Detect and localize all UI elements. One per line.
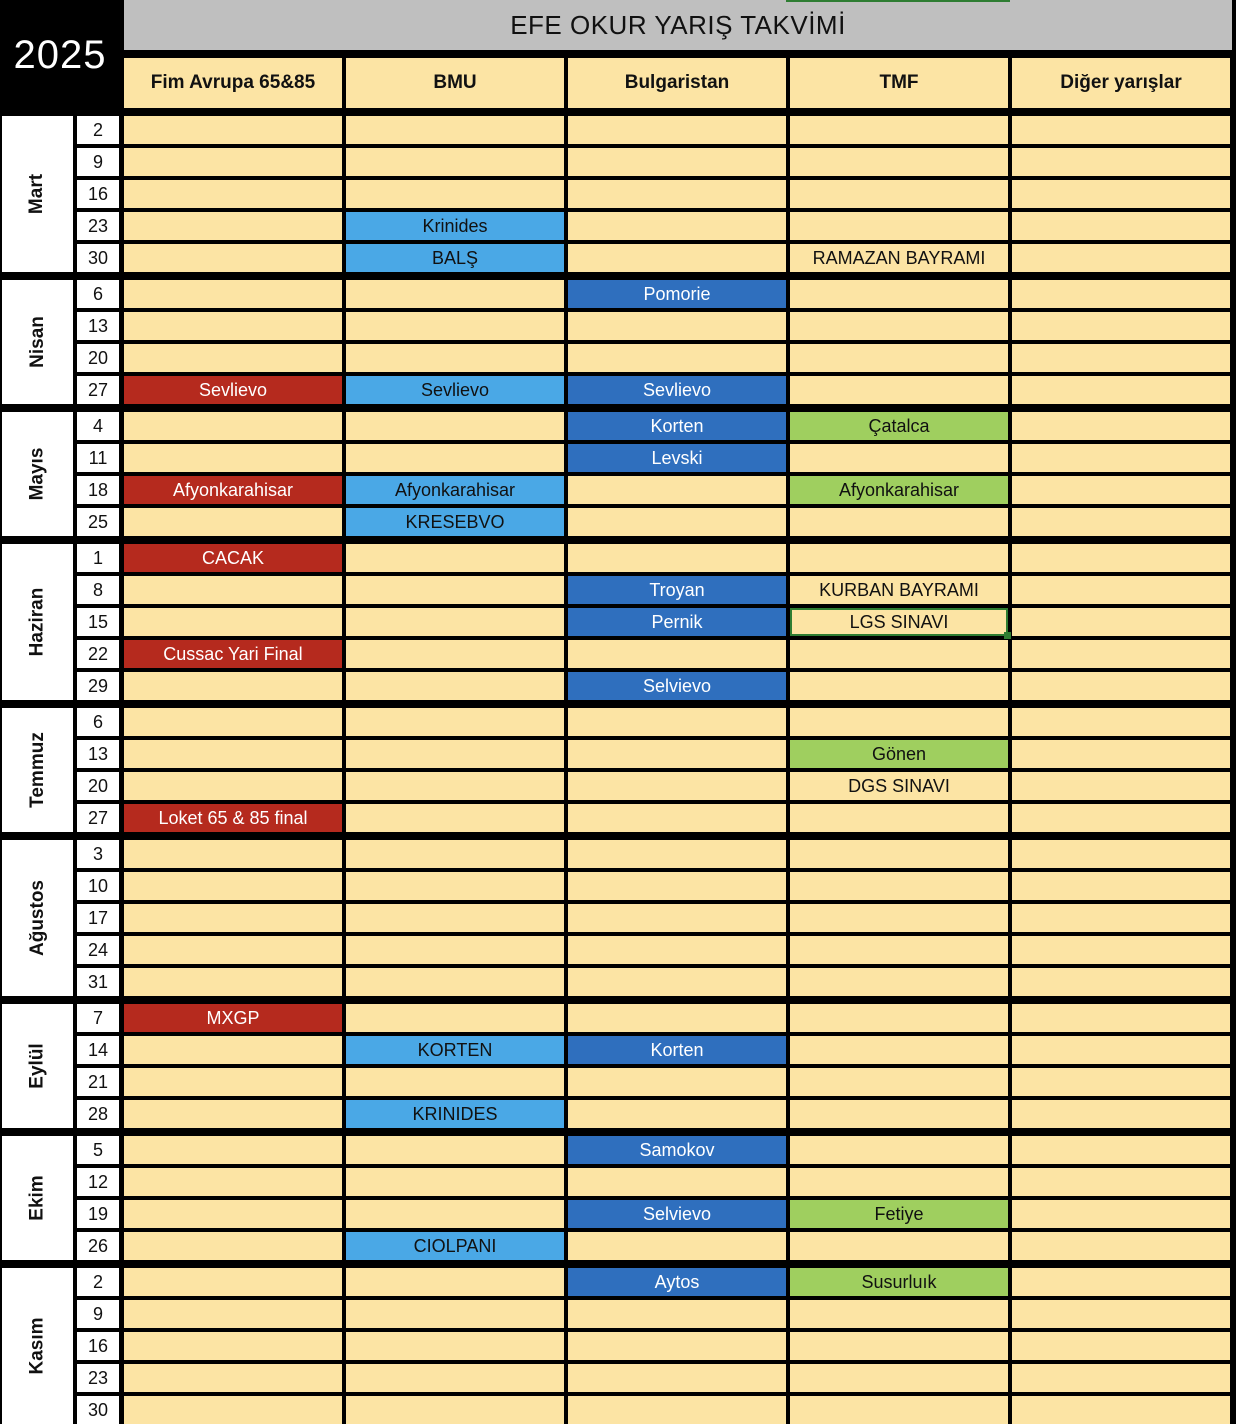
calendar-cell[interactable]	[124, 1332, 342, 1360]
day-number: 14	[77, 1036, 119, 1064]
calendar-cell[interactable]	[124, 1136, 342, 1164]
day-number: 27	[77, 804, 119, 832]
calendar-cell[interactable]	[568, 1168, 786, 1196]
month-label-7	[2, 1004, 73, 1128]
calendar-cell[interactable]	[790, 640, 1008, 668]
calendar-cell[interactable]	[1012, 968, 1230, 996]
calendar-cell[interactable]: Levski	[568, 444, 786, 472]
month-label-1	[2, 116, 73, 272]
calendar-cell[interactable]	[346, 1200, 564, 1228]
calendar-cell[interactable]	[346, 1332, 564, 1360]
calendar-cell[interactable]	[124, 772, 342, 800]
calendar-cell[interactable]	[1012, 1268, 1230, 1296]
calendar-cell[interactable]	[346, 1004, 564, 1032]
calendar-cell[interactable]	[124, 1200, 342, 1228]
calendar-cell[interactable]	[346, 1364, 564, 1392]
calendar-cell[interactable]	[1012, 148, 1230, 176]
day-number: 13	[77, 312, 119, 340]
calendar-cell[interactable]	[1012, 280, 1230, 308]
calendar-cell[interactable]	[790, 904, 1008, 932]
calendar-cell[interactable]	[346, 608, 564, 636]
calendar-cell[interactable]	[568, 344, 786, 372]
column-header-3: Bulgaristan	[568, 58, 786, 108]
calendar-cell[interactable]	[1012, 1200, 1230, 1228]
day-number: 30	[77, 244, 119, 272]
calendar-cell[interactable]: CACAK	[124, 544, 342, 572]
calendar-cell[interactable]	[124, 508, 342, 536]
day-number: 1	[77, 544, 119, 572]
title-accent-line	[786, 0, 1010, 2]
month-name: Temmuz	[26, 732, 48, 808]
day-number: 25	[77, 508, 119, 536]
calendar-cell[interactable]	[1012, 608, 1230, 636]
calendar-cell[interactable]	[124, 280, 342, 308]
calendar-cell[interactable]	[1012, 740, 1230, 768]
calendar-cell[interactable]	[1012, 1036, 1230, 1064]
day-number: 15	[77, 608, 119, 636]
month-name: Ekim	[26, 1175, 48, 1221]
calendar-cell[interactable]	[124, 1268, 342, 1296]
calendar-cell[interactable]	[1012, 116, 1230, 144]
calendar-cell[interactable]	[124, 1100, 342, 1128]
calendar-cell[interactable]	[1012, 1300, 1230, 1328]
calendar-cell[interactable]: Afyonkarahisar	[346, 476, 564, 504]
calendar-cell[interactable]	[790, 1136, 1008, 1164]
calendar-cell[interactable]	[790, 1300, 1008, 1328]
calendar-cell[interactable]: Afyonkarahisar	[124, 476, 342, 504]
calendar-cell[interactable]	[124, 244, 342, 272]
month-label-4	[2, 544, 73, 700]
day-number: 7	[77, 1004, 119, 1032]
calendar-cell[interactable]	[1012, 840, 1230, 868]
calendar-cell[interactable]	[568, 312, 786, 340]
calendar-cell[interactable]	[124, 344, 342, 372]
calendar-cell[interactable]	[346, 1300, 564, 1328]
day-number: 9	[77, 1300, 119, 1328]
calendar-cell[interactable]	[1012, 544, 1230, 572]
calendar-cell[interactable]: Sevlievo	[346, 376, 564, 404]
calendar-cell[interactable]: Korten	[568, 412, 786, 440]
calendar-cell[interactable]	[346, 936, 564, 964]
calendar-cell[interactable]	[124, 1168, 342, 1196]
calendar-cell[interactable]	[790, 344, 1008, 372]
day-number: 22	[77, 640, 119, 668]
calendar-cell[interactable]	[124, 936, 342, 964]
calendar-cell[interactable]	[124, 872, 342, 900]
calendar-cell[interactable]	[1012, 180, 1230, 208]
calendar-cell[interactable]	[1012, 1100, 1230, 1128]
calendar-cell[interactable]	[790, 180, 1008, 208]
calendar-cell[interactable]	[790, 1396, 1008, 1424]
day-number: 19	[77, 1200, 119, 1228]
calendar-cell[interactable]	[124, 312, 342, 340]
column-header-4: TMF	[790, 58, 1008, 108]
calendar-cell[interactable]	[1012, 344, 1230, 372]
calendar-cell[interactable]	[1012, 212, 1230, 240]
calendar-cell[interactable]	[1012, 312, 1230, 340]
day-number: 18	[77, 476, 119, 504]
month-name: Eylül	[26, 1043, 48, 1089]
calendar-cell[interactable]	[568, 936, 786, 964]
day-number: 11	[77, 444, 119, 472]
calendar-cell[interactable]	[1012, 772, 1230, 800]
calendar-cell[interactable]	[346, 444, 564, 472]
calendar-cell[interactable]: MXGP	[124, 1004, 342, 1032]
calendar-cell[interactable]	[568, 180, 786, 208]
calendar-cell[interactable]: Fetiye	[790, 1200, 1008, 1228]
calendar-cell[interactable]	[568, 244, 786, 272]
calendar-cell[interactable]	[568, 1332, 786, 1360]
calendar-cell[interactable]	[790, 376, 1008, 404]
calendar-cell[interactable]	[346, 344, 564, 372]
calendar-cell[interactable]	[568, 968, 786, 996]
month-name: Mart	[26, 173, 48, 215]
calendar-cell[interactable]	[568, 640, 786, 668]
calendar-cell[interactable]	[790, 968, 1008, 996]
calendar-cell[interactable]: KURBAN BAYRAMI	[790, 576, 1008, 604]
calendar-cell[interactable]	[790, 804, 1008, 832]
day-number: 23	[77, 212, 119, 240]
calendar-cell[interactable]	[790, 872, 1008, 900]
day-number: 27	[77, 376, 119, 404]
calendar-cell[interactable]: LGS SINAVI	[790, 608, 1008, 636]
day-number: 6	[77, 708, 119, 736]
calendar-cell[interactable]	[568, 772, 786, 800]
calendar-cell[interactable]: Troyan	[568, 576, 786, 604]
calendar-cell[interactable]: KORTEN	[346, 1036, 564, 1064]
calendar-cell[interactable]: Sevlievo	[124, 376, 342, 404]
calendar-cell[interactable]	[124, 212, 342, 240]
calendar-cell[interactable]	[790, 444, 1008, 472]
calendar-cell[interactable]	[346, 904, 564, 932]
calendar-cell[interactable]	[790, 1364, 1008, 1392]
calendar-cell[interactable]	[124, 1068, 342, 1096]
day-number: 24	[77, 936, 119, 964]
day-number: 21	[77, 1068, 119, 1096]
calendar-cell[interactable]	[1012, 1232, 1230, 1260]
calendar-cell[interactable]	[790, 1036, 1008, 1064]
day-number: 13	[77, 740, 119, 768]
calendar-cell[interactable]	[1012, 1136, 1230, 1164]
calendar-cell[interactable]	[568, 508, 786, 536]
calendar-cell[interactable]	[346, 312, 564, 340]
calendar-cell[interactable]	[568, 804, 786, 832]
calendar-cell[interactable]	[346, 544, 564, 572]
calendar-cell[interactable]: Susurluık	[790, 1268, 1008, 1296]
month-name: Ağustos	[26, 880, 48, 956]
calendar-cell[interactable]	[790, 1004, 1008, 1032]
calendar-cell[interactable]	[1012, 1396, 1230, 1424]
calendar-cell[interactable]	[568, 212, 786, 240]
day-number: 17	[77, 904, 119, 932]
calendar-cell[interactable]	[790, 672, 1008, 700]
calendar-cell[interactable]: KRINIDES	[346, 1100, 564, 1128]
calendar-cell[interactable]: Selvievo	[568, 1200, 786, 1228]
calendar-cell[interactable]	[568, 740, 786, 768]
calendar-cell[interactable]	[790, 1068, 1008, 1096]
calendar-cell[interactable]	[790, 1332, 1008, 1360]
column-header-1: Fim Avrupa 65&85	[124, 58, 342, 108]
calendar-cell[interactable]	[1012, 872, 1230, 900]
calendar-cell[interactable]	[346, 708, 564, 736]
month-label-8	[2, 1136, 73, 1260]
calendar-cell[interactable]	[1012, 708, 1230, 736]
calendar-cell[interactable]	[124, 412, 342, 440]
calendar-cell[interactable]	[346, 1396, 564, 1424]
calendar-cell[interactable]	[346, 280, 564, 308]
day-number: 31	[77, 968, 119, 996]
calendar-cell[interactable]: Krinides	[346, 212, 564, 240]
calendar-cell[interactable]	[124, 740, 342, 768]
calendar-cell[interactable]	[1012, 640, 1230, 668]
calendar-cell[interactable]	[124, 904, 342, 932]
day-number: 20	[77, 772, 119, 800]
calendar-cell[interactable]: DGS SINAVI	[790, 772, 1008, 800]
calendar-cell[interactable]	[346, 672, 564, 700]
calendar-cell[interactable]: Samokov	[568, 1136, 786, 1164]
calendar-cell[interactable]	[346, 772, 564, 800]
calendar-cell[interactable]	[1012, 1004, 1230, 1032]
calendar-cell[interactable]	[790, 544, 1008, 572]
day-number: 10	[77, 872, 119, 900]
selection-fill-handle[interactable]	[1004, 632, 1011, 639]
calendar-cell[interactable]: Çatalca	[790, 412, 1008, 440]
calendar-cell[interactable]	[346, 1268, 564, 1296]
calendar-cell[interactable]	[568, 1396, 786, 1424]
calendar-cell[interactable]	[790, 148, 1008, 176]
day-number: 5	[77, 1136, 119, 1164]
calendar-cell[interactable]	[124, 1364, 342, 1392]
calendar-cell[interactable]: RAMAZAN BAYRAMI	[790, 244, 1008, 272]
calendar-cell[interactable]	[568, 1364, 786, 1392]
calendar-cell[interactable]	[1012, 1168, 1230, 1196]
calendar-cell[interactable]	[124, 444, 342, 472]
page-title: EFE OKUR YARIŞ TAKVİMİ	[124, 0, 1232, 50]
day-number: 30	[77, 1396, 119, 1424]
calendar-cell[interactable]	[790, 1168, 1008, 1196]
day-number: 3	[77, 840, 119, 868]
calendar-cell[interactable]	[124, 840, 342, 868]
calendar-cell[interactable]	[124, 1396, 342, 1424]
month-label-9	[2, 1268, 73, 1424]
calendar-cell[interactable]	[1012, 508, 1230, 536]
calendar-cell[interactable]	[568, 116, 786, 144]
month-label-3	[2, 412, 73, 536]
calendar-cell[interactable]: Afyonkarahisar	[790, 476, 1008, 504]
calendar-cell[interactable]	[568, 1232, 786, 1260]
column-header-2: BMU	[346, 58, 564, 108]
calendar-cell[interactable]	[124, 608, 342, 636]
day-number: 2	[77, 1268, 119, 1296]
calendar-cell[interactable]	[790, 280, 1008, 308]
calendar-cell[interactable]	[124, 576, 342, 604]
calendar-cell[interactable]	[1012, 1068, 1230, 1096]
calendar-cell[interactable]	[346, 1136, 564, 1164]
day-number: 8	[77, 576, 119, 604]
calendar-cell[interactable]	[346, 968, 564, 996]
day-number: 12	[77, 1168, 119, 1196]
calendar-cell[interactable]	[1012, 804, 1230, 832]
calendar-cell[interactable]	[124, 1036, 342, 1064]
calendar-cell[interactable]	[124, 148, 342, 176]
calendar-cell[interactable]	[568, 148, 786, 176]
calendar-cell[interactable]	[346, 740, 564, 768]
calendar-cell[interactable]	[1012, 244, 1230, 272]
calendar-cell[interactable]	[790, 1100, 1008, 1128]
calendar-cell[interactable]: BALŞ	[346, 244, 564, 272]
calendar-cell[interactable]	[346, 1168, 564, 1196]
calendar-cell[interactable]	[346, 148, 564, 176]
calendar-cell[interactable]	[790, 212, 1008, 240]
calendar-cell[interactable]: Pomorie	[568, 280, 786, 308]
day-number: 29	[77, 672, 119, 700]
calendar-cell[interactable]: Gönen	[790, 740, 1008, 768]
month-name: Haziran	[26, 587, 48, 657]
calendar-cell[interactable]	[568, 1004, 786, 1032]
calendar-cell[interactable]	[346, 576, 564, 604]
month-name: Kasım	[26, 1317, 48, 1375]
month-name: Mayıs	[26, 447, 48, 501]
calendar-cell[interactable]: Aytos	[568, 1268, 786, 1296]
calendar-cell[interactable]	[568, 708, 786, 736]
calendar-cell[interactable]	[346, 412, 564, 440]
calendar-cell[interactable]	[346, 116, 564, 144]
calendar-cell[interactable]	[790, 1232, 1008, 1260]
calendar-cell[interactable]	[1012, 576, 1230, 604]
calendar-cell[interactable]	[1012, 672, 1230, 700]
calendar-cell[interactable]	[568, 476, 786, 504]
day-number: 16	[77, 180, 119, 208]
calendar-cell[interactable]	[124, 1232, 342, 1260]
month-name: Nisan	[26, 316, 48, 368]
calendar-cell[interactable]	[124, 1300, 342, 1328]
day-number: 6	[77, 280, 119, 308]
day-number: 2	[77, 116, 119, 144]
calendar-cell[interactable]	[1012, 904, 1230, 932]
calendar-cell[interactable]	[346, 840, 564, 868]
month-label-6	[2, 840, 73, 996]
calendar-cell[interactable]	[124, 708, 342, 736]
day-number: 28	[77, 1100, 119, 1128]
calendar-cell[interactable]	[790, 840, 1008, 868]
calendar-cell[interactable]	[124, 180, 342, 208]
calendar-cell[interactable]	[346, 872, 564, 900]
day-number: 4	[77, 412, 119, 440]
day-number: 23	[77, 1364, 119, 1392]
calendar-cell[interactable]	[1012, 476, 1230, 504]
calendar-cell[interactable]: Selvievo	[568, 672, 786, 700]
day-number: 26	[77, 1232, 119, 1260]
calendar-cell[interactable]	[568, 1300, 786, 1328]
calendar-cell[interactable]	[346, 180, 564, 208]
month-label-2	[2, 280, 73, 404]
year-label: 2025	[13, 32, 107, 77]
calendar-cell[interactable]	[346, 804, 564, 832]
calendar-cell[interactable]	[568, 544, 786, 572]
calendar-cell[interactable]	[790, 312, 1008, 340]
day-number: 20	[77, 344, 119, 372]
calendar-cell[interactable]	[124, 116, 342, 144]
calendar-cell[interactable]	[568, 1100, 786, 1128]
calendar-cell[interactable]	[1012, 444, 1230, 472]
calendar-cell[interactable]	[124, 968, 342, 996]
calendar-cell[interactable]: Pernik	[568, 608, 786, 636]
calendar-cell[interactable]	[346, 1068, 564, 1096]
column-header-5: Diğer yarışlar	[1012, 58, 1230, 108]
calendar-cell[interactable]	[790, 936, 1008, 964]
calendar-cell[interactable]	[790, 708, 1008, 736]
day-number: 9	[77, 148, 119, 176]
calendar-cell[interactable]: Cussac Yari Final	[124, 640, 342, 668]
calendar-cell[interactable]	[1012, 1364, 1230, 1392]
month-label-5	[2, 708, 73, 832]
calendar-cell[interactable]	[124, 672, 342, 700]
day-number: 16	[77, 1332, 119, 1360]
calendar-cell[interactable]	[346, 640, 564, 668]
calendar-cell[interactable]: CIOLPANI	[346, 1232, 564, 1260]
calendar-cell[interactable]	[568, 840, 786, 868]
calendar-cell[interactable]	[790, 116, 1008, 144]
calendar-cell[interactable]: Korten	[568, 1036, 786, 1064]
calendar-cell[interactable]	[1012, 936, 1230, 964]
calendar-cell[interactable]	[568, 904, 786, 932]
calendar-cell[interactable]	[568, 872, 786, 900]
calendar-cell[interactable]: Loket 65 & 85 final	[124, 804, 342, 832]
calendar-cell[interactable]	[1012, 1332, 1230, 1360]
calendar-cell[interactable]	[790, 508, 1008, 536]
calendar-cell[interactable]	[1012, 376, 1230, 404]
calendar-cell[interactable]	[568, 1068, 786, 1096]
calendar-cell[interactable]	[1012, 412, 1230, 440]
calendar-cell[interactable]: KRESEBVO	[346, 508, 564, 536]
calendar-cell[interactable]: Sevlievo	[568, 376, 786, 404]
